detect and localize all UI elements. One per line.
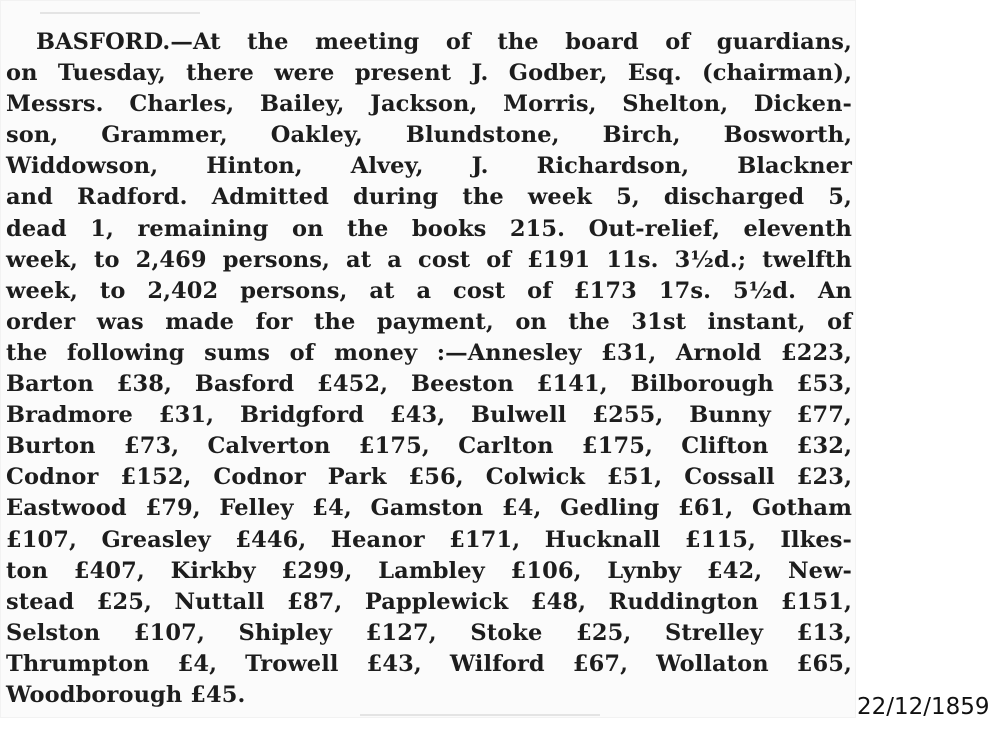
article-line: Burton £73, Calverton £175, Carlton £175, Clifton £32,	[6, 433, 852, 460]
date-label: 22/12/1859	[857, 694, 990, 720]
article-line: on Tuesday, there were present J. Godber, Esq. (chairman),	[6, 60, 852, 87]
article-line: dead 1, remaining on the books 215. Out-relief, eleventh	[6, 215, 852, 242]
article-line: Woodborough £45.	[6, 681, 246, 708]
article-line: Barton £38, Basford £452, Beeston £141, Bilborough £53,	[6, 371, 852, 398]
scan-smudge	[360, 714, 600, 716]
article-line: Codnor £152, Codnor Park £56, Colwick £51, Cossall £23,	[6, 464, 852, 491]
article-line: and Radford. Admitted during the week 5, discharged 5,	[6, 184, 852, 211]
article-line: ton £407, Kirkby £299, Lambley £106, Lynby £42, New-	[6, 557, 852, 584]
article-line: week, to 2,402 persons, at a cost of £173 17s. 5½d. An	[6, 277, 852, 304]
article-line: Messrs. Charles, Bailey, Jackson, Morris, Shelton, Dicken-	[6, 91, 852, 118]
article-line: Eastwood £79, Felley £4, Gamston £4, Gedling £61, Gotham	[6, 495, 852, 522]
article-line: £107, Greasley £446, Heanor £171, Hucknall £115, Ilkes-	[6, 526, 852, 553]
article-line: son, Grammer, Oakley, Blundstone, Birch, Bosworth,	[6, 122, 852, 149]
article-line: the following sums of money :—Annesley £31, Arnold £223,	[6, 339, 852, 366]
article-line: Bradmore £31, Bridgford £43, Bulwell £255, Bunny £77,	[6, 402, 852, 429]
article-line: Selston £107, Shipley £127, Stoke £25, Strelley £13,	[6, 619, 852, 646]
article-line: BASFORD.—At the meeting of the board of guardians,	[36, 29, 852, 55]
article-line: Thrumpton £4, Trowell £43, Wilford £67, Wollaton £65,	[6, 650, 852, 677]
article-line: week, to 2,469 persons, at a cost of £191 11s. 3½d.; twelfth	[6, 246, 852, 273]
article-line: order was made for the payment, on the 31st instant, of	[6, 308, 852, 335]
article-line: Widdowson, Hinton, Alvey, J. Richardson, Blackner	[6, 153, 852, 180]
scan-smudge	[40, 12, 200, 14]
article-text	[6, 27, 852, 711]
article-line: stead £25, Nuttall £87, Papplewick £48, Ruddington £151,	[6, 588, 852, 615]
